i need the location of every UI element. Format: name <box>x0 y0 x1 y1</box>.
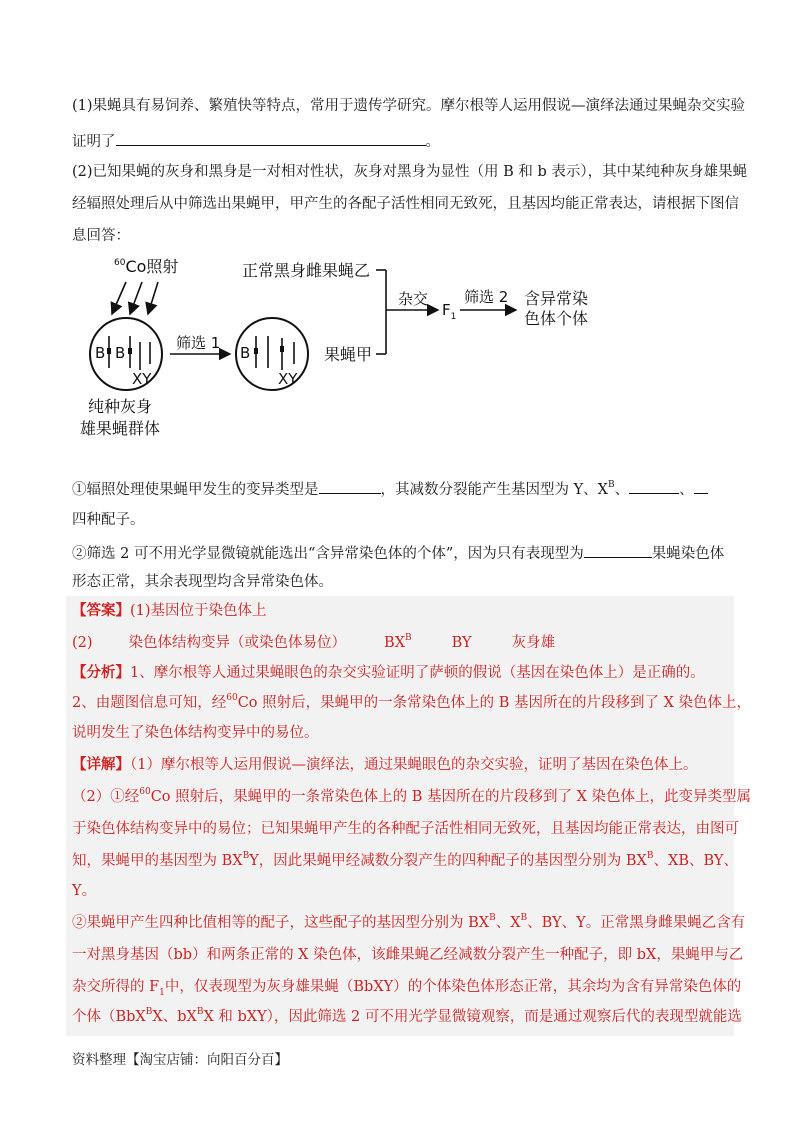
detail-sub-1: 1 <box>159 987 165 998</box>
analysis-sup: 60 <box>226 693 238 704</box>
subquestion-2-line1 <box>72 542 732 564</box>
question-p1-prefix: 证明了 <box>72 134 116 150</box>
detail-text-1: （1）摩尔根等人运用假说—演绎法，通过果蝇眼色的杂交实验，证明了基因在染色体上。 <box>130 757 698 773</box>
detail-line7: 一对黑身基因（bb）和两条正常的 X 染色体，该雌果蝇乙经减数分裂产生一种配子，即 bX，果蝇甲与乙 <box>72 947 744 963</box>
detail-sup-3: B <box>646 851 654 862</box>
detail-sup-5: B <box>520 913 528 924</box>
answer-blank-3[interactable] <box>629 478 679 494</box>
footer-source: 资料整理【淘宝店铺：向阳百分百】 <box>72 1052 288 1068</box>
detail-line4 <box>72 851 738 871</box>
detail-text-6c: 、BY、Y。正常黑身雌果蝇乙含有 <box>527 915 746 931</box>
question-p1-line1: (1)果蝇具有易饲养、繁殖快等特点，常用于遗传学研究。摩尔根等人运用假说—演绎法通过果蝇杂交实验 <box>72 98 746 114</box>
detail-sup-4: B <box>489 913 496 924</box>
answer-part1: (1)基因位于染色体上 <box>130 603 267 619</box>
answer-blank-5[interactable] <box>584 542 652 558</box>
answer-value-2-sup: B <box>405 633 412 644</box>
detail-text-8b: 中，仅表现型为灰身雄果蝇（BbXY）的个体染色体形态正常，其余均为含有异常染色体的 <box>164 979 742 995</box>
detail-text-4a: 知，果蝇甲的基因型为 BX <box>72 853 243 869</box>
male-jia-label: 果蝇甲 <box>324 345 373 364</box>
result-line2: 色体个体 <box>524 309 589 328</box>
cell2-xy: XY <box>278 370 298 388</box>
detail-line2 <box>72 787 752 807</box>
detail-line1 <box>72 755 732 775</box>
answer-blank-1[interactable] <box>116 130 426 146</box>
detail-line3: 于染色体结构变异中的易位；已知果蝇甲产生的各种配子活性相同无致死，且基因均能正常表达，由图可 <box>72 821 739 837</box>
radiation-arrow-1 <box>112 282 126 314</box>
analysis-text-2b: Co 照射后，果蝇甲的一条常染色体上的 B 基因所在的片段移到了 X 染色体上， <box>237 695 752 711</box>
answer-value-4: 灰身雄 <box>511 635 556 651</box>
q1-text-c: 、 <box>614 482 630 498</box>
answer-blank-4[interactable] <box>694 478 708 494</box>
answer-label: 【答案】 <box>72 602 130 619</box>
answer-blank-2[interactable] <box>319 478 381 494</box>
detail-text-6a: ②果蝇甲产生四种比值相等的配子，这些配子的基因型分别为 BX <box>72 915 490 931</box>
q1-sup: B <box>608 480 615 491</box>
detail-text-6b: 、X <box>495 915 521 931</box>
radiation-arrow-2 <box>130 282 142 314</box>
q1-text-d: 、 <box>679 482 694 498</box>
analysis-text-2a: 2、由题图信息可知，经 <box>72 695 227 711</box>
detail-text-4c: 、XB、BY、 <box>653 853 738 869</box>
cell1-gene-b1: B <box>95 344 106 362</box>
detail-sup-1: 60 <box>139 787 151 798</box>
detail-text-8a: 杂交所得的 F <box>72 979 160 995</box>
detail-text-2a: （2）①经 <box>72 789 140 805</box>
detail-text-4b: Y，因此果蝇甲经减数分裂产生的四种配子的基因型分别为 BX <box>249 853 647 869</box>
answer-part2-num: (2) <box>72 635 93 651</box>
analysis-line2 <box>72 693 752 713</box>
female-label: 正常黑身雌果蝇乙 <box>242 261 371 280</box>
cell1-gene-b2: B <box>115 344 126 362</box>
detail-sup-2: B <box>242 851 250 862</box>
screen1-label: 筛选 1 <box>176 334 221 352</box>
detail-text-9a: 个体（BbX <box>72 1009 146 1025</box>
screen2-label: 筛选 2 <box>464 288 509 306</box>
cell2-gene-b: B <box>240 344 251 362</box>
answer-value-2: BX <box>384 635 406 651</box>
question-p2-line3: 息回答： <box>72 228 130 244</box>
population-line1: 纯种灰身 <box>88 397 153 416</box>
detail-sup-7: B <box>196 1007 204 1018</box>
question-p1-suffix: 。 <box>425 134 440 150</box>
detail-label: 【详解】 <box>72 756 130 773</box>
q2-text-a: ②筛选 2 可不用光学显微镜就能选出“含异常染色体的个体”，因为只有表现型为 <box>72 546 584 562</box>
detail-line8 <box>72 977 742 998</box>
detail-line9 <box>72 1007 742 1027</box>
detail-text-9c: X 和 bXY），因此筛选 2 可不用光学显微镜观察，而是通过观察后代的表现型就能选 <box>203 1009 742 1025</box>
answer-line2 <box>72 633 732 653</box>
radiation-arrow-3 <box>148 282 158 314</box>
detail-text-2b: Co 照射后，果蝇甲的一条常染色体上的 B 基因所在的片段移到了 X 染色体上，此变异类型属 <box>150 789 752 805</box>
detail-line5: Y。 <box>72 883 97 899</box>
q1-text-a: ①辐照处理使果蝇甲发生的变异类型是 <box>72 482 319 498</box>
answer-section <box>66 596 744 1036</box>
genetics-diagram <box>80 252 640 452</box>
f1-label: $F_1$ <box>442 301 457 322</box>
subquestion-1-line2: 四种配子。 <box>72 512 145 528</box>
analysis-line1 <box>72 663 732 683</box>
detail-line6 <box>72 913 746 933</box>
detail-text-9b: X、bX <box>152 1009 197 1025</box>
population-line2: 雄果蝇群体 <box>80 419 161 438</box>
q2-text-b: 果蝇染色体 <box>651 546 725 562</box>
question-p1-line2 <box>72 130 732 152</box>
detail-sup-6: B <box>145 1007 153 1018</box>
analysis-text-1: 1、摩尔根等人通过果蝇眼色的杂交实验证明了萨顿的假说（基因在染色体上）是正确的。 <box>130 665 705 681</box>
cross-label: 杂交 <box>398 290 429 308</box>
answer-value-1: 染色体结构变异（或染色体易位） <box>128 635 347 651</box>
result-line1: 含异常染 <box>524 289 589 308</box>
question-p2-line1: (2)已知果蝇的灰身和黑身是一对相对性状，灰身对黑身为显性（用 B 和 b 表示），其中某纯种灰身雄果蝇 <box>72 164 748 180</box>
analysis-line3: 说明发生了染色体结构变异中的易位。 <box>72 725 319 741</box>
answer-line1 <box>72 601 732 621</box>
subquestion-2-line2: 形态正常，其余表现型均含异常染色体。 <box>72 574 333 590</box>
cell1-xy: XY <box>132 370 152 388</box>
answer-value-3: BY <box>451 635 472 651</box>
q1-text-b: ，其减数分裂能产生基因型为 Y、X <box>380 482 609 498</box>
analysis-label: 【分析】 <box>72 664 130 681</box>
question-p2-line2: 经辐照处理后从中筛选出果蝇甲，甲产生的各配子活性相同无致死，且基因均能正常表达，请根据下图信 <box>72 196 739 212</box>
subquestion-1-line1 <box>72 478 732 500</box>
irradiation-label: $^{60}$Co照射 <box>114 257 179 276</box>
